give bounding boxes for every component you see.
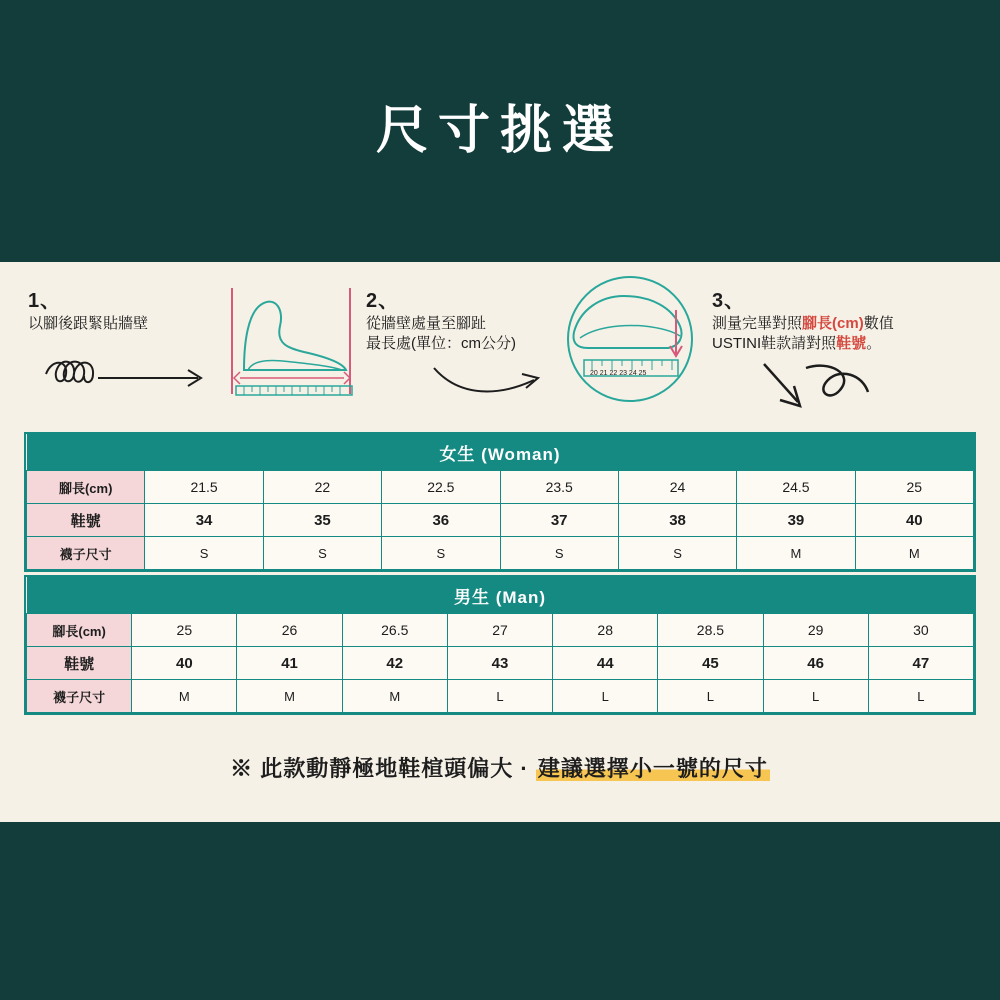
cell-shoe-size-3: 43 xyxy=(447,647,552,680)
note-text: 此款動靜極地鞋楦頭偏大 · xyxy=(260,756,529,781)
table-row xyxy=(27,537,974,570)
cell-sock-size-0: S xyxy=(145,537,263,570)
cell-foot-length-2: 22.5 xyxy=(382,471,500,504)
woman-table-heading: 女生 (Woman) xyxy=(27,434,974,471)
cell-shoe-size-6: 46 xyxy=(763,647,868,680)
cell-foot-length-3: 23.5 xyxy=(500,471,618,504)
step-3-text-c: USTINI鞋款請對照 xyxy=(712,335,837,352)
cell-shoe-size-2: 36 xyxy=(382,504,500,537)
step-3-highlight-foot-length: 腳長(cm) xyxy=(802,315,864,332)
row-label-shoe-size: 鞋號 xyxy=(27,504,145,537)
cell-sock-size-5: M xyxy=(737,537,855,570)
cell-sock-size-2: S xyxy=(382,537,500,570)
cell-shoe-size-1: 41 xyxy=(237,647,342,680)
step-2 xyxy=(366,262,696,422)
cell-foot-length-0: 25 xyxy=(132,614,237,647)
cell-sock-size-3: S xyxy=(500,537,618,570)
cell-shoe-size-7: 47 xyxy=(868,647,973,680)
table-row xyxy=(27,471,974,504)
step-2-text: 從牆壁處量至腳趾 xyxy=(366,315,487,332)
cell-foot-length-6: 29 xyxy=(763,614,868,647)
step-3-text-b: 數值 xyxy=(863,315,894,332)
bottom-band xyxy=(0,822,1000,1000)
cell-shoe-size-5: 39 xyxy=(737,504,855,537)
step-2-text-2: 最長處(單位：cm公分) xyxy=(366,335,516,352)
table-row xyxy=(27,614,974,647)
cell-shoe-size-1: 35 xyxy=(263,504,381,537)
cell-sock-size-3: L xyxy=(447,680,552,713)
cell-sock-size-2: M xyxy=(342,680,447,713)
page-title: 尺寸挑選 xyxy=(375,102,624,160)
cell-shoe-size-4: 38 xyxy=(618,504,736,537)
cell-foot-length-0: 21.5 xyxy=(145,471,263,504)
cell-shoe-size-2: 42 xyxy=(342,647,447,680)
cell-shoe-size-3: 37 xyxy=(500,504,618,537)
woman-size-table xyxy=(24,432,976,572)
cell-foot-length-2: 26.5 xyxy=(342,614,447,647)
row-label-foot-length: 腳長(cm) xyxy=(27,614,132,647)
cell-shoe-size-0: 34 xyxy=(145,504,263,537)
curved-arrow-icon xyxy=(758,358,888,420)
table-row xyxy=(27,504,974,537)
step-1-text: 以腳後跟緊貼牆壁 xyxy=(28,315,149,332)
step-3-text-a: 測量完畢對照 xyxy=(712,315,803,332)
cell-sock-size-5: L xyxy=(658,680,763,713)
table-row xyxy=(27,434,974,471)
cell-foot-length-1: 26 xyxy=(237,614,342,647)
step-2-number: 2、 xyxy=(366,290,400,312)
cell-foot-length-7: 30 xyxy=(868,614,973,647)
step-3 xyxy=(712,262,992,422)
cell-sock-size-1: S xyxy=(263,537,381,570)
cell-shoe-size-0: 40 xyxy=(132,647,237,680)
cell-foot-length-5: 24.5 xyxy=(737,471,855,504)
row-label-shoe-size: 鞋號 xyxy=(27,647,132,680)
cell-shoe-size-6: 40 xyxy=(855,504,973,537)
table-row xyxy=(27,577,974,614)
step-3-text xyxy=(712,314,974,354)
row-label-sock-size: 襪子尺寸 xyxy=(27,680,132,713)
cell-shoe-size-4: 44 xyxy=(553,647,658,680)
hand-drawn-arrow-icon xyxy=(38,340,228,400)
table-row xyxy=(27,647,974,680)
cell-sock-size-7: L xyxy=(868,680,973,713)
step-3-highlight-shoe-size: 鞋號 xyxy=(836,335,867,352)
cell-foot-length-4: 24 xyxy=(618,471,736,504)
footer-note xyxy=(0,752,1000,783)
cell-sock-size-4: S xyxy=(618,537,736,570)
cell-sock-size-6: L xyxy=(763,680,868,713)
cell-foot-length-5: 28.5 xyxy=(658,614,763,647)
cell-sock-size-1: M xyxy=(237,680,342,713)
cell-sock-size-0: M xyxy=(132,680,237,713)
steps-section xyxy=(0,262,1000,422)
step-1-number: 1、 xyxy=(28,290,62,312)
step-3-text-d: 。 xyxy=(866,335,882,352)
foot-measure-ruler-icon xyxy=(560,274,700,404)
cell-foot-length-6: 25 xyxy=(855,471,973,504)
cell-foot-length-3: 27 xyxy=(447,614,552,647)
cell-foot-length-4: 28 xyxy=(553,614,658,647)
cell-sock-size-4: L xyxy=(553,680,658,713)
cell-sock-size-6: M xyxy=(855,537,973,570)
foot-heel-against-wall-icon xyxy=(218,282,368,407)
cell-foot-length-1: 22 xyxy=(263,471,381,504)
curved-arrow-icon-2 xyxy=(430,358,550,402)
step-1 xyxy=(28,262,348,422)
man-table-heading: 男生 (Man) xyxy=(27,577,974,614)
man-size-table xyxy=(24,575,976,715)
row-label-sock-size: 襪子尺寸 xyxy=(27,537,145,570)
step-3-number: 3、 xyxy=(712,290,746,312)
row-label-foot-length: 腳長(cm) xyxy=(27,471,145,504)
table-row xyxy=(27,680,974,713)
note-mark: ※ xyxy=(230,756,254,781)
note-highlight: 建議選擇小一號的尺寸 xyxy=(537,756,768,781)
svg-text:20 21 22 23 24 25: 20 21 22 23 24 25 xyxy=(590,370,647,377)
cell-shoe-size-5: 45 xyxy=(658,647,763,680)
